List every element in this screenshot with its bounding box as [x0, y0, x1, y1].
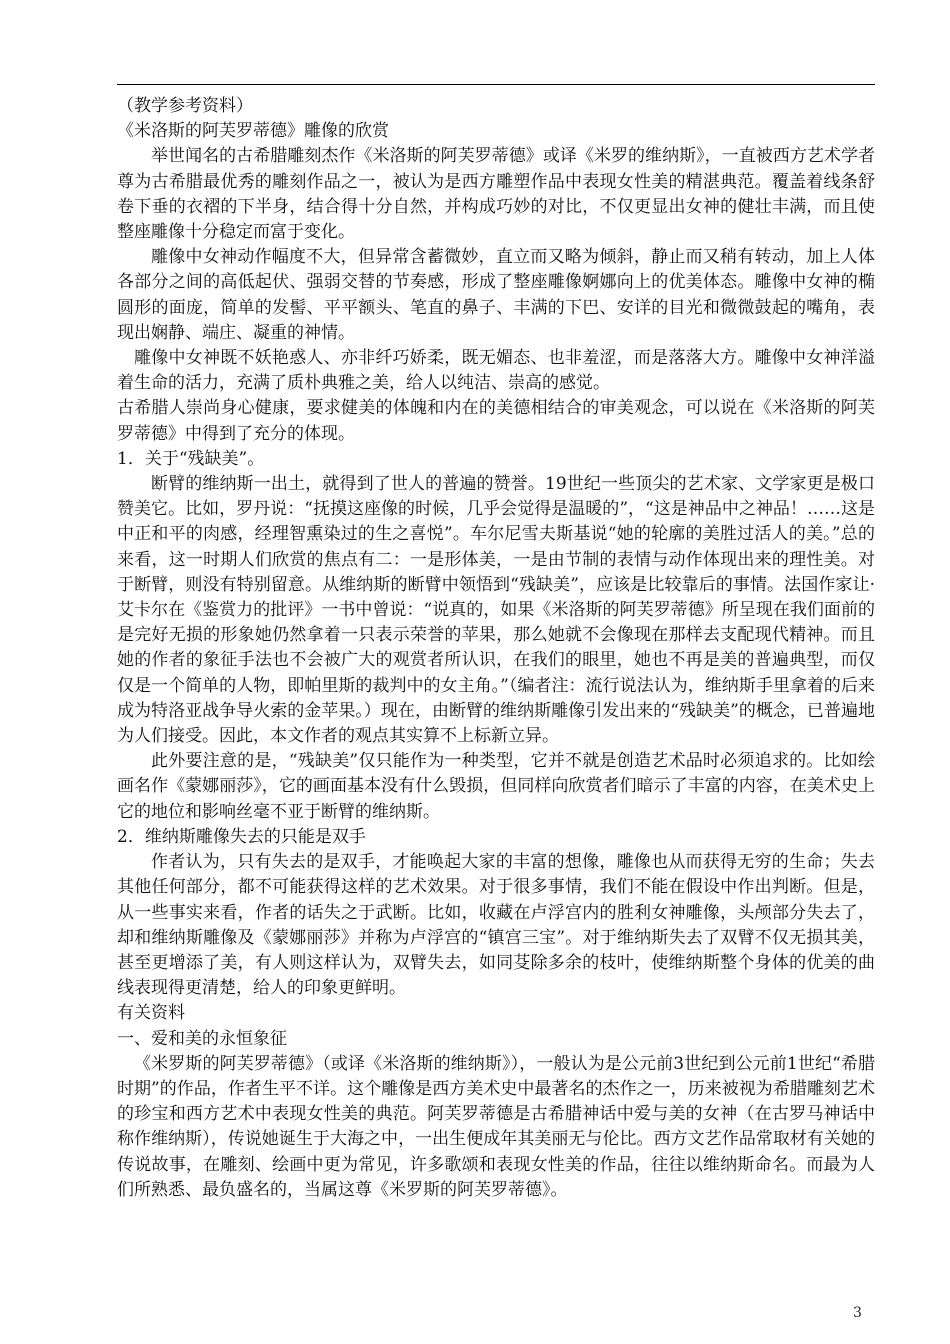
section-2-paragraph-1: 作者认为，只有失去的是双手，才能唤起大家的丰富的想像，雕像也从而获得无穷的生命；失去其他任何部分，都不可能获得这样的艺术效果。对于很多事情，我们不能在假设中作出判断。但是，从一些事实来看，作者的话失之于武断。比如，收藏在卢浮宫内的胜利女神雕像，头颅部分失去了，却和维纳斯雕像及《蒙娜丽莎》并称为卢浮宫的“镇宫三宝”。对于维纳斯失去了双臂不仅无损其美，甚至更增添了美，有人则这样认为，双臂失去，如同芟除多余的枝叶，使维纳斯整个身体的优美的曲线表现得更清楚，给人的印象更鲜明。: [117, 852, 875, 999]
section-1-paragraph-2: 此外要注意的是，“残缺美”仅只能作为一种类型，它并不就是创造艺术品时必须追求的。比如绘画名作《蒙娜丽莎》，它的画面基本没有什么毁损，但同样向欣赏者们暗示了丰富的内容，在美术史上它的地位和影响丝毫不亚于断臂的维纳斯。: [117, 751, 875, 822]
section-2-heading: 2．维纳斯雕像失去的只能是双手: [117, 826, 366, 847]
document-title: 《米洛斯的阿芙罗蒂德》雕像的欣赏: [117, 121, 389, 142]
page-number: 3: [853, 1305, 862, 1321]
intro-paragraph-3: 雕像中女神既不妖艳惑人、亦非纤巧娇柔，既无媚态、也非羞涩，而是落落大方。雕像中女神洋溢着生命的活力，充满了质朴典雅之美，给人以纯洁、崇高的感觉。: [117, 348, 875, 394]
related-materials-heading: 有关资料: [117, 1003, 185, 1024]
section-1-paragraph-1: 断臂的维纳斯一出土，就得到了世人的普遍的赞誉。19世纪一些顶尖的艺术家、文学家更是极口赞美它。比如，罗丹说：“抚摸这座像的时候，几乎会觉得是温暖的”，“这是神品中之神品！……这是中正和平的肉感，经理智熏染过的生之喜悦”。车尔尼雪夫斯基说“她的轮廓的美胜过活人的美。”总的来看，这一时期人们欣赏的焦点有二：一是形体美，一是由节制的表情与动作体现出来的理性美。对于断臂，则没有特别留意。从维纳斯的断臂中领悟到“残缺美”，应该是比较靠后的事情。法国作家让·艾卡尔在《鉴赏力的批评》一书中曾说：“说真的，如果《米洛斯的阿芙罗蒂德》所呈现在我们面前的是完好无损的形象她仍然拿着一只表示荣誉的苹果，那么她就不会像现在那样去支配现代精神。而且她的作者的象征手法也不会被广大的观赏者所认识，在我们的眼里，她也不再是美的普遍典型，而仅仅是一个简单的人物，即帕里斯的裁判中的女主角。”（编者注：流行说法认为，维纳斯手里拿着的后来成为特洛亚战争导火索的金苹果。）现在，由断臂的维纳斯雕像引发出来的“残缺美”的概念，已普遍地为人们接受。因此，本文作者的观点其实算不上标新立异。: [117, 474, 875, 747]
intro-paragraph-1: 举世闻名的古希腊雕刻杰作《米洛斯的阿芙罗蒂德》或译《米罗的维纳斯》，一直被西方艺术学者尊为古希腊最优秀的雕刻作品之一，被认为是西方雕塑作品中表现女性美的精湛典范。覆盖着线条舒卷下垂的衣褶的下半身，结合得十分自然，并构成巧妙的对比，不仅更显出女神的健壮丰满，而且使整座雕像十分稳定而富于变化。: [117, 146, 875, 243]
document-body: [117, 94, 875, 1203]
subsection-1-paragraph: 《米罗斯的阿芙罗蒂德》（或译《米洛斯的维纳斯》），一般认为是公元前3世纪到公元前1世纪“希腊时期”的作品，作者生平不详。这个雕像是西方美术史中最著名的杰作之一，历来被视为希腊雕刻艺术的珍宝和西方艺术中表现女性美的典范。阿芙罗蒂德是古希腊神话中爱与美的女神（在古罗马神话中称作维纳斯），传说她诞生于大海之中，一出生便成年其美丽无与伦比。西方文艺作品常取材有关她的传说故事，在雕刻、绘画中更为常见，许多歌颂和表现女性美的作品，往往以维纳斯命名。而最为人们所熟悉、最负盛名的，当属这尊《米罗斯的阿芙罗蒂德》。: [117, 1053, 875, 1200]
intro-paragraph-2: 雕像中女神动作幅度不大，但异常含蓄微妙，直立而又略为倾斜，静止而又稍有转动，加上人体各部分之间的高低起伏、强弱交替的节奏感，形成了整座雕像婀娜向上的优美体态。雕像中女神的椭圆形的面庞，简单的发髻、平平额头、笔直的鼻子、丰满的下巴、安详的目光和微微鼓起的嘴角，表现出娴静、端庄、凝重的神情。: [117, 247, 875, 343]
header-rule: [117, 84, 875, 85]
subsection-1-heading: 一、爱和美的永恒象征: [117, 1028, 287, 1049]
header-note: （教学参考资料）: [117, 96, 253, 116]
intro-paragraph-4: 古希腊人崇尚身心健康，要求健美的体魄和内在的美德相结合的审美观念，可以说在《米洛斯的阿芙罗蒂德》中得到了充分的体现。: [117, 398, 875, 444]
section-1-heading: 1．关于“残缺美”。: [117, 448, 265, 469]
